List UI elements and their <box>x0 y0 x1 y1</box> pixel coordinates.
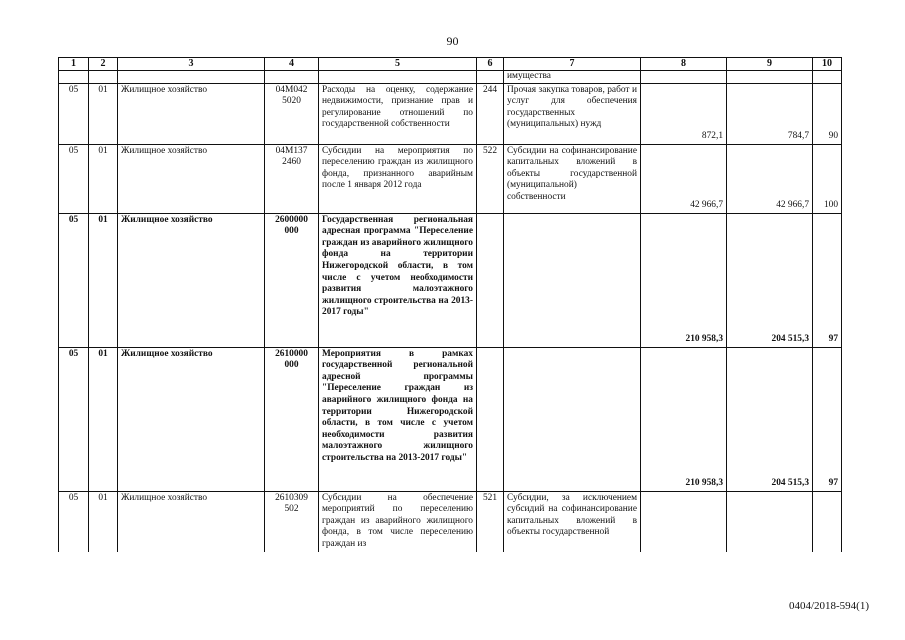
planned-amount-cell: 210 958,3 <box>641 213 727 347</box>
actual-amount-cell <box>727 491 813 551</box>
target-article-cell <box>265 71 319 84</box>
subsection-name-cell: Жилищное хозяйство <box>118 213 265 347</box>
subsection-code-cell: 01 <box>89 491 118 551</box>
subsection-code-cell: 01 <box>89 83 118 144</box>
section-code-cell: 05 <box>59 347 89 491</box>
budget-table <box>58 57 842 552</box>
subsection-code-cell: 01 <box>89 213 118 347</box>
expense-type-name-cell: имущества <box>504 71 641 84</box>
percent-cell <box>813 491 842 551</box>
target-article-name-cell: Расходы на оценку, содержание недвижимости, признание прав и регулирование отношений по государственной собственности <box>319 83 477 144</box>
expense-type-name-cell <box>504 213 641 347</box>
expense-type-code-cell: 522 <box>477 144 504 213</box>
actual-amount-cell: 204 515,3 <box>727 213 813 347</box>
section-code-cell: 05 <box>59 144 89 213</box>
actual-amount-cell <box>727 71 813 84</box>
planned-amount-cell <box>641 491 727 551</box>
target-article-cell: 2610309 502 <box>265 491 319 551</box>
target-article-name-cell <box>319 71 477 84</box>
table-header-row <box>59 58 842 71</box>
subsection-code-cell: 01 <box>89 347 118 491</box>
expense-type-code-cell <box>477 71 504 84</box>
document-code: 0404/2018-594(1) <box>788 600 869 612</box>
expense-type-code-cell: 521 <box>477 491 504 551</box>
column-header: 3 <box>118 58 265 71</box>
target-article-cell: 2610000 000 <box>265 347 319 491</box>
percent-cell <box>813 71 842 84</box>
column-header: 10 <box>813 58 842 71</box>
target-article-name-cell: Субсидии на мероприятия по переселению граждан из жилищного фонда, признанного аварийным после 1 января 2012 года <box>319 144 477 213</box>
column-header: 4 <box>265 58 319 71</box>
subsection-name-cell <box>118 71 265 84</box>
column-header: 6 <box>477 58 504 71</box>
section-code-cell: 05 <box>59 491 89 551</box>
table-row <box>59 213 842 347</box>
table-row <box>59 491 842 551</box>
table-row <box>59 71 842 84</box>
expense-type-name-cell: Субсидии, за исключением субсидий на софинансирование капитальных вложений в объекты государственной <box>504 491 641 551</box>
expense-type-name-cell: Субсидии на софинансирование капитальных вложений в объекты государственной (муниципальной) собственности <box>504 144 641 213</box>
subsection-code-cell <box>89 71 118 84</box>
actual-amount-cell: 204 515,3 <box>727 347 813 491</box>
column-header: 9 <box>727 58 813 71</box>
column-header: 1 <box>59 58 89 71</box>
actual-amount-cell: 42 966,7 <box>727 144 813 213</box>
subsection-name-cell: Жилищное хозяйство <box>118 83 265 144</box>
column-header: 7 <box>504 58 641 71</box>
percent-cell: 100 <box>813 144 842 213</box>
expense-type-name-cell: Прочая закупка товаров, работ и услуг для обеспечения государственных (муниципальных) нужд <box>504 83 641 144</box>
subsection-code-cell: 01 <box>89 144 118 213</box>
subsection-name-cell: Жилищное хозяйство <box>118 491 265 551</box>
percent-cell: 90 <box>813 83 842 144</box>
target-article-name-cell: Субсидии на обеспечение мероприятий по переселению граждан из аварийного жилищного фонда, в том числе переселению граждан из <box>319 491 477 551</box>
page-number: 90 <box>446 34 459 48</box>
column-header: 8 <box>641 58 727 71</box>
expense-type-code-cell <box>477 213 504 347</box>
target-article-cell: 2600000 000 <box>265 213 319 347</box>
section-code-cell: 05 <box>59 83 89 144</box>
table-row <box>59 347 842 491</box>
table-row <box>59 83 842 144</box>
target-article-name-cell: Государственная региональная адресная программа "Переселение граждан из аварийного жилищного фонда на территории Нижегородской области, в том числе с учетом необходимости развития малоэтажного жилищного строительства на 2013-2017 годы" <box>319 213 477 347</box>
planned-amount-cell: 872,1 <box>641 83 727 144</box>
planned-amount-cell: 210 958,3 <box>641 347 727 491</box>
target-article-cell: 04М042 5020 <box>265 83 319 144</box>
subsection-name-cell: Жилищное хозяйство <box>118 347 265 491</box>
column-header: 2 <box>89 58 118 71</box>
expense-type-code-cell <box>477 347 504 491</box>
percent-cell: 97 <box>813 213 842 347</box>
planned-amount-cell <box>641 71 727 84</box>
table-row <box>59 144 842 213</box>
expense-type-code-cell: 244 <box>477 83 504 144</box>
target-article-cell: 04М137 2460 <box>265 144 319 213</box>
subsection-name-cell: Жилищное хозяйство <box>118 144 265 213</box>
actual-amount-cell: 784,7 <box>727 83 813 144</box>
planned-amount-cell: 42 966,7 <box>641 144 727 213</box>
column-header: 5 <box>319 58 477 71</box>
target-article-name-cell: Мероприятия в рамках государственной региональной адресной программы "Переселение граждан из аварийного жилищного фонда на территории Нижегородской области, в том числе с учетом необходимости развития малоэтажного жилищного строительства на 2013-2017 годы" <box>319 347 477 491</box>
section-code-cell: 05 <box>59 213 89 347</box>
section-code-cell <box>59 71 89 84</box>
percent-cell: 97 <box>813 347 842 491</box>
expense-type-name-cell <box>504 347 641 491</box>
